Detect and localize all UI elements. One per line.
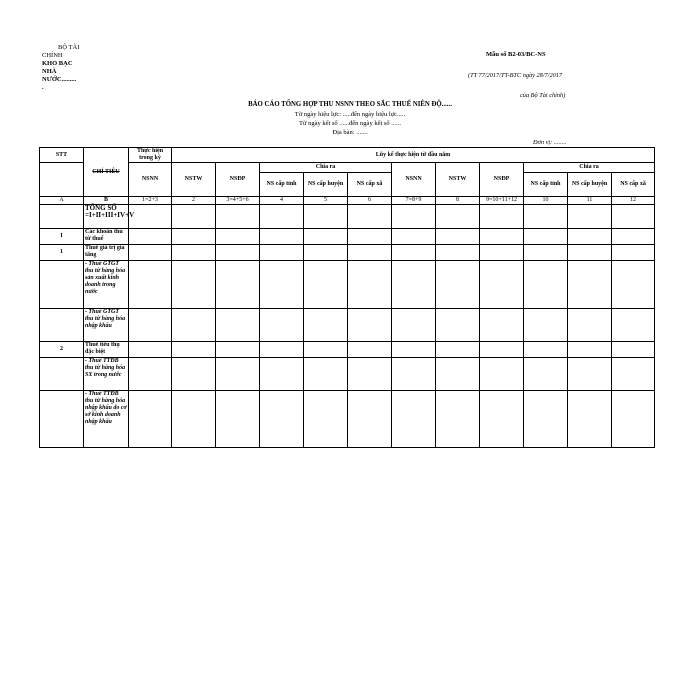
ministry-line2: CHÍNH [42,52,63,59]
value-cell [216,342,260,358]
value-cell [436,358,480,391]
header-thuc-hien: Thực hiện trong kỳ [129,148,172,163]
value-cell [524,261,568,309]
value-cell [480,261,524,309]
code-cell: 10 [524,197,568,205]
header-chia-ra-ky: Chia ra [260,163,392,173]
header-ns-huyen-ky: NS cấp huyện [304,173,348,197]
value-cell [129,205,172,229]
header-ns-huyen-luyke: NS cấp huyện [568,173,612,197]
value-cell [216,229,260,245]
value-cell [260,261,304,309]
value-cell [612,342,655,358]
header-nstw-luyke: NSTW [436,163,480,197]
value-cell [524,245,568,261]
row-stt: I [40,229,84,245]
table-row [40,261,655,309]
row-label: - Thuế GTGT thu từ hàng hóa sản xuất kinh doanh trong nước [84,261,129,309]
subtitle-area: Địa bàn: ....... [332,129,368,136]
value-cell [348,229,392,245]
value-cell [568,261,612,309]
value-cell [524,391,568,448]
value-cell [392,229,436,245]
value-cell [612,229,655,245]
value-cell [612,205,655,229]
value-cell [260,245,304,261]
code-row [40,197,655,205]
subtitle-closing-date: Từ ngày kết số ......đến ngày kết số ...... [298,120,402,127]
value-cell [392,261,436,309]
value-cell [568,245,612,261]
code-cell: 2 [172,197,216,205]
value-cell [480,229,524,245]
value-cell [304,229,348,245]
row-label: Các khoản thu từ thuế [84,229,129,245]
code-cell: 4 [260,197,304,205]
value-cell [172,342,216,358]
value-cell [304,245,348,261]
header-nsnn-luyke: NSNN [392,163,436,197]
value-cell [524,342,568,358]
value-cell [524,229,568,245]
value-cell [436,245,480,261]
value-cell [129,391,172,448]
value-cell [480,245,524,261]
treasury-line3: NƯỚC......... [42,76,77,83]
value-cell [260,342,304,358]
header-chia-ra-luyke: Chia ra [524,163,655,173]
ministry-line1: BỘ TÀI [58,44,80,51]
header-stt-empty [40,163,84,197]
value-cell [480,342,524,358]
header-ns-tinh-ky: NS cấp tỉnh [260,173,304,197]
header-nstw-ky: NSTW [172,163,216,197]
value-cell [348,205,392,229]
table-body [40,205,655,448]
row-label: - Thuế GTGT thu từ hàng hóa nhập khẩu [84,309,129,342]
value-cell [568,342,612,358]
header-left [42,44,96,92]
value-cell [216,358,260,391]
value-cell [392,391,436,448]
value-cell [216,309,260,342]
row-stt [40,309,84,342]
value-cell [436,229,480,245]
row-label: - Thuế TTĐB thu từ hàng hóa nhập khẩu do cơ sở kinh doanh nhập khẩu [84,391,129,448]
value-cell [172,245,216,261]
value-cell [172,358,216,391]
value-cell [260,358,304,391]
value-cell [260,391,304,448]
value-cell [348,358,392,391]
value-cell [612,309,655,342]
subtitle-effective-date: Từ ngày hiệu lực: .....đến ngày hiệu lực..... [294,111,406,118]
row-label: TỔNG SỐ =I+II+III+IV+V [84,205,129,229]
value-cell [612,358,655,391]
treasury-line4: . [42,84,44,91]
row-label: Thuế giá trị gia tăng [84,245,129,261]
value-cell [172,309,216,342]
code-cell: 12 [612,197,655,205]
table-row [40,391,655,448]
value-cell [436,205,480,229]
row-stt: 2 [40,342,84,358]
report-title: BÁO CÁO TỔNG HỢP THU NSNN THEO SẮC THUẾ NIÊN ĐỘ...... [248,101,452,108]
header-ns-xa-ky: NS cấp xã [348,173,392,197]
value-cell [129,261,172,309]
value-cell [172,205,216,229]
value-cell [129,245,172,261]
header-nsdp-luyke: NSĐP [480,163,524,197]
value-cell [216,245,260,261]
header-nsnn-ky: NSNN [129,163,172,197]
value-cell [436,261,480,309]
value-cell [436,342,480,358]
row-stt [40,261,84,309]
value-cell [129,358,172,391]
value-cell [129,229,172,245]
value-cell [129,342,172,358]
report-table [39,147,655,448]
code-cell: 6 [348,197,392,205]
table-row [40,245,655,261]
value-cell [612,261,655,309]
row-stt [40,205,84,229]
header-ns-xa-luyke: NS cấp xã [612,173,655,197]
value-cell [568,358,612,391]
code-cell: 11 [568,197,612,205]
value-cell [260,205,304,229]
value-cell [436,391,480,448]
value-cell [304,391,348,448]
value-cell [392,358,436,391]
value-cell [172,229,216,245]
row-stt: 1 [40,245,84,261]
code-cell: 1=2+3 [129,197,172,205]
issuer: của Bộ Tài chính) [520,92,566,99]
value-cell [568,205,612,229]
value-cell [348,391,392,448]
code-cell: 3=4+5+6 [216,197,260,205]
value-cell [172,261,216,309]
value-cell [392,309,436,342]
header-chi-tieu: CHỈ TIÊU [84,148,129,197]
value-cell [348,261,392,309]
value-cell [304,342,348,358]
value-cell [480,309,524,342]
row-label: - Thuế TTĐB thu từ hàng hóa SX trong nước [84,358,129,391]
value-cell [172,391,216,448]
value-cell [480,358,524,391]
value-cell [612,391,655,448]
value-cell [216,391,260,448]
value-cell [348,245,392,261]
value-cell [304,261,348,309]
value-cell [216,205,260,229]
value-cell [524,358,568,391]
value-cell [568,391,612,448]
value-cell [348,309,392,342]
table-row [40,342,655,358]
value-cell [216,261,260,309]
row-stt [40,358,84,391]
value-cell [568,229,612,245]
code-cell: 5 [304,197,348,205]
code-cell: 8 [436,197,480,205]
value-cell [304,309,348,342]
value-cell [129,309,172,342]
row-label: Thuế tiêu thụ đặc biệt [84,342,129,358]
table-row [40,358,655,391]
value-cell [304,358,348,391]
value-cell [568,309,612,342]
value-cell [480,205,524,229]
value-cell [260,229,304,245]
value-cell [392,342,436,358]
header-stt: STT [40,148,84,163]
value-cell [348,342,392,358]
code-cell: A [40,197,84,205]
treasury-line2: NHÀ [42,68,57,75]
row-stt [40,391,84,448]
code-cell: 9=10+11+12 [480,197,524,205]
value-cell [392,245,436,261]
value-cell [524,309,568,342]
value-cell [480,391,524,448]
value-cell [436,309,480,342]
code-cell: 7=8+9 [392,197,436,205]
treasury-line1: KHO BẠC [42,60,73,67]
value-cell [304,205,348,229]
unit-label: Đơn vị: ........ [533,139,567,146]
table-row [40,229,655,245]
value-cell [260,309,304,342]
value-cell [612,245,655,261]
code-cell: B [84,197,129,205]
table-row [40,309,655,342]
circular-reference: (TT 77/2017/TT-BTC ngày 28/7/2017 [468,72,563,79]
header-luy-ke: Lũy kế thực hiện từ đầu năm [172,148,655,163]
table-row [40,205,655,229]
header-nsdp-ky: NSĐP [216,163,260,197]
form-number: Mẫu số B2-03/BC-NS [486,51,546,58]
value-cell [524,205,568,229]
value-cell [392,205,436,229]
header-ns-tinh-luyke: NS cấp tỉnh [524,173,568,197]
